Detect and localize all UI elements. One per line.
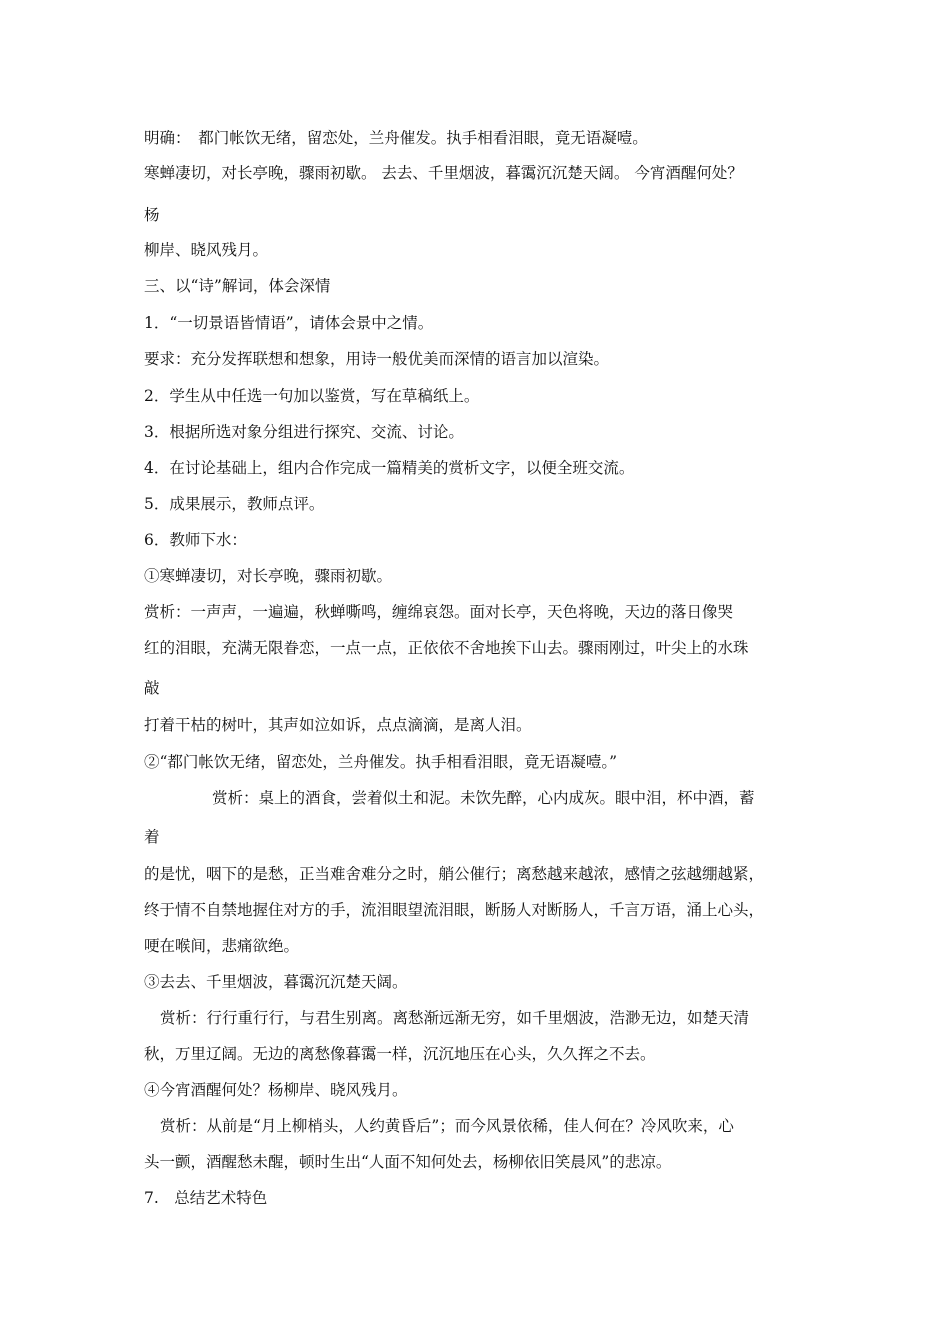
text-line: 秋，万里辽阔。无边的离愁像暮霭一样，沉沉地压在心头，久久挥之不去。 <box>144 1045 656 1063</box>
text-line: 3．根据所选对象分组进行探究、交流、讨论。 <box>144 423 464 441</box>
section-heading: 三、以“诗”解词，体会深情 <box>144 277 331 295</box>
text-line: ②“都门帐饮无绪，留恋处，兰舟催发。执手相看泪眼，竟无语凝噎。” <box>144 753 618 771</box>
text-line: 打着干枯的树叶，其声如泣如诉，点点滴滴，是离人泪。 <box>144 716 532 734</box>
text-line: 6．教师下水： <box>144 531 247 549</box>
text-line: 要求：充分发挥联想和想象，用诗一般优美而深情的语言加以渲染。 <box>144 350 610 368</box>
text-line: 终于情不自禁地握住对方的手，流泪眼望流泪眼，断肠人对断肠人，千言万语，涌上心头， <box>144 901 765 919</box>
text-line: ①寒蝉凄切，对长亭晚，骤雨初歇。 <box>144 567 393 585</box>
text-line: 的是忧，咽下的是愁，正当难舍难分之时，艄公催行；离愁越来越浓，感情之弦越绷越紧， <box>144 865 765 883</box>
text-line: 哽在喉间，悲痛欲绝。 <box>144 937 300 955</box>
text-line: 杨 <box>144 206 160 224</box>
text-line: ③去去、千里烟波，暮霭沉沉楚天阔。 <box>144 973 408 991</box>
text-line: 赏析：行行重行行，与君生别离。离愁渐远渐无穷，如千里烟波，浩渺无边，如楚天清 <box>160 1009 750 1027</box>
text-line: ④今宵酒醒何处？杨柳岸、晓风残月。 <box>144 1081 408 1099</box>
text-line: 寒蝉凄切，对长亭晚，骤雨初歇。 去去、千里烟波，暮霭沉沉楚天阔。 今宵酒醒何处？ <box>144 164 743 182</box>
text-line: 明确： 都门帐饮无绪，留恋处，兰舟催发。执手相看泪眼，竟无语凝噎。 <box>144 129 648 147</box>
text-line: 红的泪眼，充满无限眷恋，一点一点，正依依不舍地挨下山去。骤雨刚过，叶尖上的水珠 <box>144 639 749 657</box>
text-line: 赏析：从前是“月上柳梢头，人约黄昏后”；而今风景依稀，佳人何在？冷风吹来，心 <box>160 1117 734 1135</box>
text-line: 5．成果展示，教师点评。 <box>144 495 325 513</box>
text-line: 着 <box>144 828 160 846</box>
text-line: 2．学生从中任选一句加以鉴赏，写在草稿纸上。 <box>144 387 480 405</box>
text-line: 赏析：一声声，一遍遍，秋蝉嘶鸣，缠绵哀怨。面对长亭，天色将晚，天边的落日像哭 <box>144 603 734 621</box>
section-heading: 7. 总结艺术特色 <box>144 1189 268 1207</box>
text-line: 头一颤，酒醒愁未醒，顿时生出“人面不知何处去，杨柳依旧笑晨风”的悲凉。 <box>144 1153 672 1171</box>
text-line: 赏析：桌上的酒食，尝着似土和泥。未饮先醉，心内成灰。眼中泪，杯中酒，蓄 <box>212 789 755 807</box>
text-line: 4．在讨论基础上，组内合作完成一篇精美的赏析文字，以便全班交流。 <box>144 459 635 477</box>
text-line: 1．“一切景语皆情语”，请体会景中之情。 <box>144 314 434 332</box>
text-line: 柳岸、晓风残月。 <box>144 241 269 259</box>
text-line: 敲 <box>144 679 160 697</box>
